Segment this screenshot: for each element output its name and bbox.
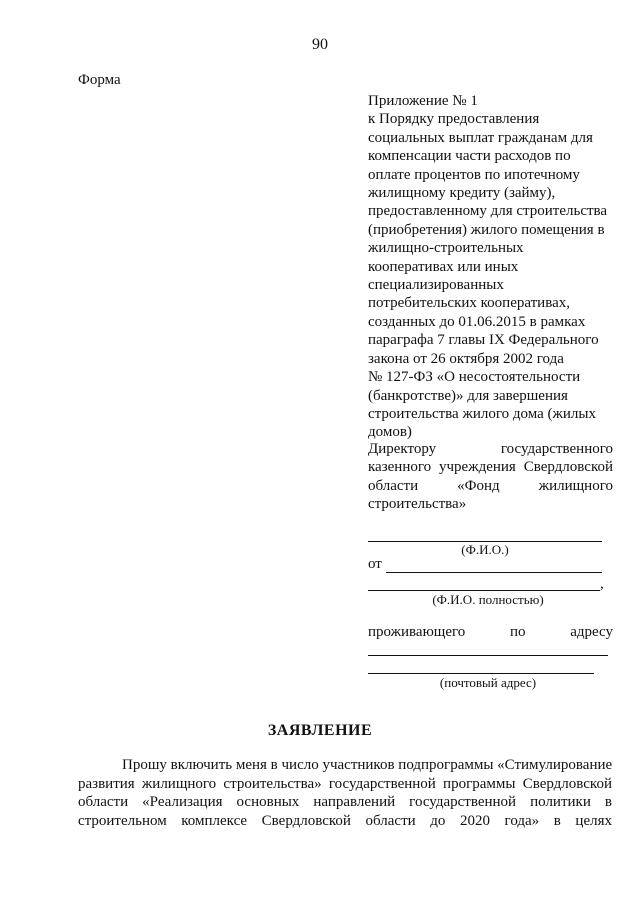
fio-full-caption: (Ф.И.О. полностью) bbox=[432, 592, 544, 607]
appendix-line: домов) bbox=[368, 424, 412, 441]
residing-word: по bbox=[509, 624, 526, 640]
residing-word: проживающего bbox=[368, 624, 466, 640]
appendix-line: закона от 26 октября 2002 года bbox=[368, 350, 564, 367]
appendix-block bbox=[368, 92, 613, 442]
appendix-line: специализированных bbox=[368, 277, 504, 294]
addressee-line: Директору государственного bbox=[368, 441, 613, 457]
from-label: от bbox=[368, 556, 382, 572]
addressee-line: казенного учреждения Свердловской bbox=[368, 459, 613, 476]
body-line: строительном комплексе Свердловской области до 2020 года» в целях bbox=[78, 812, 612, 829]
appendix-line: параграфа 7 главы IX Федерального bbox=[368, 332, 599, 349]
addressee-line: строительства» bbox=[368, 496, 467, 513]
address-line-2 bbox=[368, 673, 594, 674]
body-line: области «Реализация основных направлений государственной политики в bbox=[78, 794, 612, 811]
residing-address-label bbox=[368, 624, 613, 641]
appendix-line: предоставленному для строительства bbox=[368, 203, 608, 220]
appendix-line: (банкротстве)» для завершения bbox=[368, 387, 568, 404]
addressee-block bbox=[368, 440, 613, 514]
appendix-line: потребительских кооперативах, bbox=[368, 295, 571, 312]
document-title: ЗАЯВЛЕНИЕ bbox=[267, 722, 373, 739]
postal-caption: (почтовый адрес) bbox=[439, 675, 537, 690]
appendix-line: кооперативах или иных bbox=[368, 258, 519, 275]
statement-body bbox=[78, 756, 612, 830]
body-line: Прошу включить меня в число участников подпрограммы «Стимулирование bbox=[122, 757, 613, 773]
page-number: 90 bbox=[312, 36, 328, 53]
appendix-line: жилищному кредиту (займу), bbox=[368, 185, 556, 202]
appendix-line: оплате процентов по ипотечному bbox=[368, 166, 580, 183]
appendix-line: компенсации части расходов по bbox=[368, 148, 571, 165]
appendix-line: социальных выплат гражданам для bbox=[368, 129, 593, 146]
appendix-line: № 127-ФЗ «О несостоятельности bbox=[368, 369, 581, 386]
applicant-name-line-2 bbox=[368, 590, 600, 591]
applicant-name-line bbox=[386, 572, 602, 573]
appendix-line: жилищно-строительных bbox=[368, 240, 524, 257]
body-line: развития жилищного строительства» государственной программы Свердловской bbox=[78, 775, 612, 792]
residing-word: адресу bbox=[570, 624, 613, 640]
fio-caption: (Ф.И.О.) bbox=[461, 542, 509, 557]
appendix-line: строительства жилого дома (жилых bbox=[368, 405, 596, 422]
form-label: Форма bbox=[78, 72, 121, 88]
appendix-line: (приобретения) жилого помещения в bbox=[368, 221, 605, 238]
appendix-line: созданных до 01.06.2015 в рамках bbox=[368, 313, 586, 330]
appendix-line: Приложение № 1 bbox=[368, 93, 478, 109]
appendix-line: к Порядку предоставления bbox=[368, 111, 540, 128]
comma-mark: , bbox=[600, 576, 604, 592]
addressee-line: области «Фонд жилищного bbox=[368, 477, 613, 494]
address-line-1 bbox=[368, 655, 608, 656]
